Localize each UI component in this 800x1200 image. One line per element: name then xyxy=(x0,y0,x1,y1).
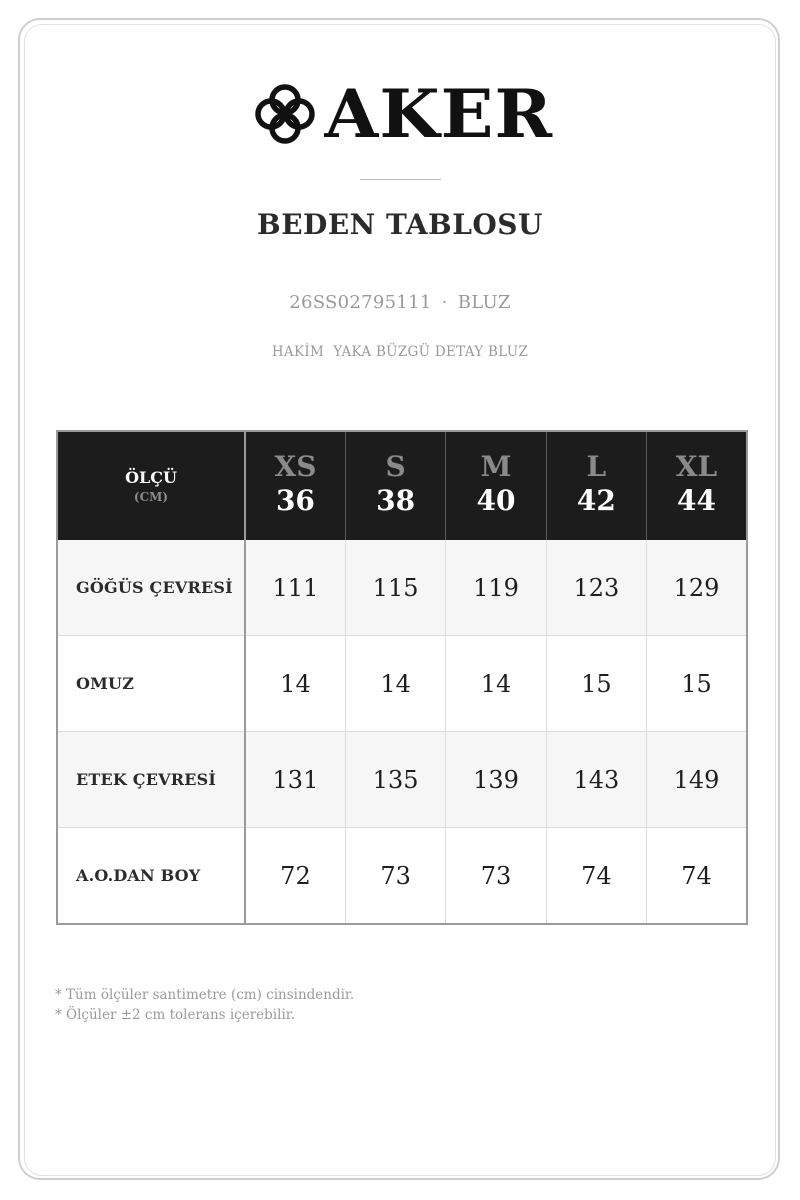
size-letter: XS xyxy=(274,450,317,484)
size-header-cell xyxy=(546,431,646,540)
size-letter: S xyxy=(385,450,406,484)
table-cell: 115 xyxy=(345,540,445,636)
table-cell: 73 xyxy=(446,828,546,925)
product-code: 26SS02795111 xyxy=(289,292,432,313)
table-cell: 15 xyxy=(546,636,646,732)
size-number: 38 xyxy=(376,484,416,518)
size-header-row xyxy=(57,431,747,540)
table-cell: 72 xyxy=(245,828,345,925)
table-cell: 129 xyxy=(647,540,747,636)
table-cell: 14 xyxy=(245,636,345,732)
size-header-cell xyxy=(245,431,345,540)
title-divider xyxy=(360,179,441,180)
table-cell: 14 xyxy=(345,636,445,732)
table-cell: 14 xyxy=(446,636,546,732)
size-header-cell xyxy=(446,431,546,540)
size-number: 36 xyxy=(275,484,315,518)
table-row xyxy=(57,636,747,732)
row-label: A.O.DAN BOY xyxy=(57,828,245,925)
page-title: BEDEN TABLOSU xyxy=(257,208,543,241)
size-table xyxy=(56,430,748,925)
footnotes xyxy=(55,985,745,1025)
size-header-cell xyxy=(345,431,445,540)
product-description: HAKİM YAKA BÜZGÜ DETAY BLUZ xyxy=(271,344,529,360)
table-cell: 143 xyxy=(546,732,646,828)
table-cell: 139 xyxy=(446,732,546,828)
footnote: * Tüm ölçüler santimetre (cm) cinsindendir. xyxy=(55,987,355,1003)
header-unit: (CM) xyxy=(133,490,169,504)
footnote: * Ölçüler ±2 cm tolerans içerebilir. xyxy=(55,1007,296,1023)
size-number: 40 xyxy=(476,484,516,518)
row-label: GÖĞÜS ÇEVRESİ xyxy=(57,540,245,636)
product-code-line xyxy=(0,292,800,313)
table-cell: 111 xyxy=(245,540,345,636)
table-row xyxy=(57,732,747,828)
table-cell: 74 xyxy=(546,828,646,925)
table-cell: 135 xyxy=(345,732,445,828)
row-label: ETEK ÇEVRESİ xyxy=(57,732,245,828)
table-cell: 119 xyxy=(446,540,546,636)
product-category: BLUZ xyxy=(457,292,511,313)
size-number: 42 xyxy=(576,484,616,518)
brand-logo xyxy=(0,75,800,153)
table-row xyxy=(57,540,747,636)
header-label: ÖLÇÜ xyxy=(125,468,177,487)
table-cell: 149 xyxy=(647,732,747,828)
brand-name: AKER xyxy=(324,75,554,153)
code-separator: · xyxy=(441,292,448,313)
table-cell: 74 xyxy=(647,828,747,925)
row-label: OMUZ xyxy=(57,636,245,732)
table-row xyxy=(57,828,747,925)
size-letter: XL xyxy=(675,450,718,484)
header-label-cell xyxy=(57,431,245,540)
interlaced-knot-icon xyxy=(252,81,318,147)
table-cell: 73 xyxy=(345,828,445,925)
table-cell: 15 xyxy=(647,636,747,732)
size-letter: L xyxy=(586,450,607,484)
size-header-cell xyxy=(647,431,747,540)
table-cell: 131 xyxy=(245,732,345,828)
size-number: 44 xyxy=(677,484,716,518)
table-cell: 123 xyxy=(546,540,646,636)
size-letter: M xyxy=(480,450,512,484)
